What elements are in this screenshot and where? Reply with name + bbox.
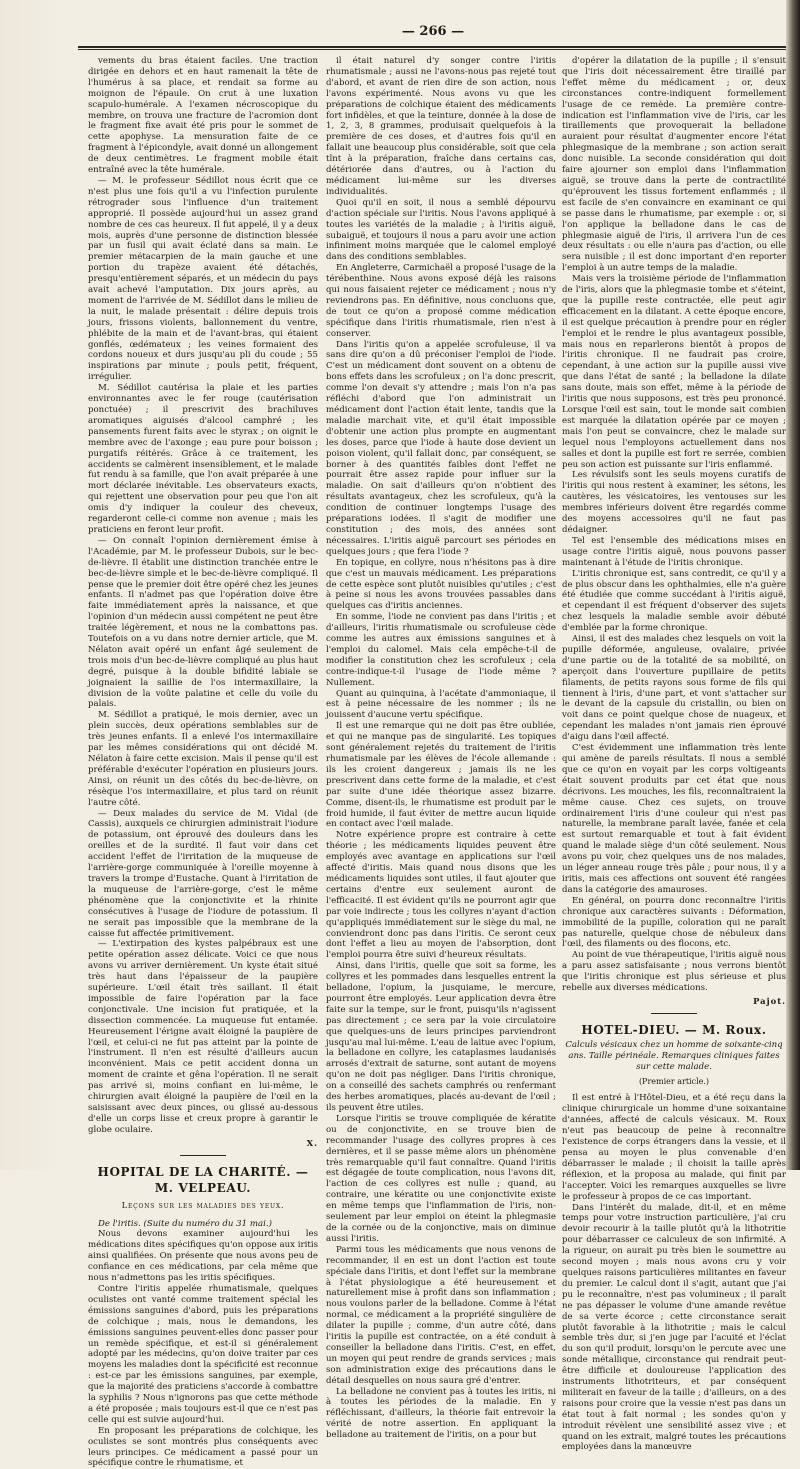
paragraph: Ainsi, il est des malades chez lesquels on voit la pupille déformée, anguleuse, ovalaire, privée d'une partie ou de la totalité de sa mobilité, on aperçoit dans l'ouverture pupillaire de petits filaments, de petits rayons sous forme de fils qui tiennent à l'iris, d'une part, et vont s'attacher sur le devant de la capsule du cristallin, ou bien on voit dans ce point quelque chose de nuageux, et cependant les malades n'ont jamais rien éprouvé d'aigu dans l'œil affecté. <box>562 634 786 743</box>
paragraph: Il est une remarque qui ne doit pas être oubliée, et qui ne manque pas de singularité. Les topiques sont généralement rejetés du traitement de l'iritis rhumatismale par les élèves de l'école allemande : ils les croient dangereux ; jamais ils ne les prescrivent dans cette forme de la maladie, et c'est par suite d'une idée théorique assez bizarre. Comme, disent-ils, le rhumatisme est produit par le froid humide, il faut éviter de mettre aucun liquide en contact avec l'œil malade. <box>326 721 556 830</box>
paragraph: Ainsi, dans l'iritis, quelle que soit sa forme, les collyres et les pommades dans lesquelles entrent la belladone, l'opium, la jusquiame, le mercure, pourront être employés. Leur application devra être faite sur la tempe, sur le front, puisqu'ils n'agissent pas directement ; ce sera par la voie circulatoire que quelques-uns de leurs principes parviendront jusqu'au mal lui-même. L'eau de laitue avec l'opium, la belladone en collyre, les cataplasmes laudanisés arrosés d'extrait de saturne, sont autant de moyens qu'on ne doit pas négliger. Dans l'iritis chronique, on a conseillé des sachets camphrés ou renfermant des herbes aromatiques, placés au-devant de l'œil ; ils peuvent être utiles. <box>326 961 556 1113</box>
paragraph: Lorsque l'iritis se trouve compliquée de kératite ou de conjonctivite, en se trouve bien de recommander l'usage des collyres propres à ces dernières, et il se passe même alors un phénomène très remarquable qu'il faut connaître. Quand l'iritis est dégagée de toute complication, nous l'avons dit, l'action de ces collyres est nulle ; quand, au contraire, une kératite ou une conjonctivite existe en même temps que l'inflammation de l'iris, non-seulement par leur emploi on éteint la phlegmasie de la cornée ou de la conjonctive, mais on diminue aussi l'iritis. <box>326 1113 556 1244</box>
page-margin <box>0 0 60 1170</box>
paragraph: Dans l'iritis qu'on a appelée scrofuleuse, il va sans dire qu'on a dû préconiser l'emploi de l'iode. C'est un médicament dont souvent on a obtenu de bons effets dans les scrofuleux ; on l'a donc prescrit, comme l'on devait s'y attendre ; mais l'on n'a pas réfléchi d'abord que l'on administrait un médicament dont l'action était lente, tandis que la maladie marchait vite, et qu'il était impossible d'obtenir une action plus prompte en augmentant les doses, parce que l'iode à haute dose devient un poison violent, qu'il fallait donc, par conséquent, se borner à des quantités faibles dont l'effet ne pourrait être assez rapide pour influer sur la maladie. On sait d'ailleurs qu'on n'obtient des résultats avantageux, chez les scrofuleux, qu'à la condition de continuer longtemps l'usage des préparations iodées. Il s'agit de modifier une constitution ; des mois, des années sont nécessaires. L'iritis aiguë parcourt ses périodes en quelques jours ; que fera l'iode ? <box>326 339 556 557</box>
section-subtitle: Leçons sur les maladies des yeux. <box>121 1199 285 1210</box>
paragraph: En topique, en collyre, nous n'hésitons pas à dire que c'est un mauvais médicament. Les préparations de cette espèce sont plutôt nuisibles qu'utiles ; c'est à peine si nous les avons trouvées passables dans quelques cas d'iritis anciennes. <box>326 557 556 612</box>
section-divider <box>651 1013 697 1014</box>
paragraph: La belladone ne convient pas à toutes les iritis, ni à toutes les périodes de la maladie. En y réfléchissant, d'ailleurs, la théorie fait entrevoir la vérité de notre assertion. En appliquant la belladone au traitement de l'iritis, on a pour but <box>326 1386 556 1441</box>
paragraph: En proposant les préparations de colchique, les oculistes se sont montrés plus conséquents avec leurs principes. Ce médicament a passé pour un spécifique contre le rhumatisme, et <box>88 1425 318 1469</box>
author-signature: X. <box>306 1137 318 1148</box>
paragraph: En général, on pourra donc reconnaître l'iritis chronique aux caractères suivants : Déformation, immobilité de la pupille, coloration qui ne paraît pas naturelle, quelque chose de nébuleux dans l'œil, des filaments ou des flocons, etc. <box>562 895 786 950</box>
paragraph: Au point de vue thérapeutique, l'iritis aiguë nous a paru assez satisfaisante ; nous verrons bientôt que l'iritis chronique est plus sérieuse et plus rebelle aux diverses médications. <box>562 950 786 994</box>
column-1 <box>88 56 318 1469</box>
page-number: — 266 — <box>401 23 465 39</box>
paragraph: En somme, l'iode ne convient pas dans l'iritis ; et d'ailleurs, l'iritis rhumatismale ou scrofuleuse cède comme les autres aux émissions sanguines et à l'emploi du calomel. Mais cela empêche-t-il de modifier la constitution chez les scrofuleux ; cela contre-indique-t-il l'usage de l'iode même ? Nullement. <box>326 612 556 688</box>
paragraph: Quoi qu'il en soit, il nous a semblé dépourvu d'action spéciale sur l'iritis. Nous l'avons appliqué à toutes les variétés de la maladie ; à l'iritis aiguë, subaiguë, et toujours il nous a paru avoir une action infiniment moins marquée que le calomel employé dans des conditions semblables. <box>326 197 556 263</box>
paragraph: M. Sédillot a pratiqué, le mois dernier, avec un plein succès, deux opérations semblables sur de très jeunes enfants. Il a enlevé l'os intermaxillaire par les mêmes considérations qui ont décidé M. Nélaton à faire cette excision. Mais il pense qu'il est préférable d'exécuter l'opération en plusieurs jours. Ainsi, on réunit un des côtés du bec-de-lièvre, on résèque l'os intermaxillaire, et plus tard on réunit l'autre côté. <box>88 710 318 808</box>
paragraph: vements du bras étaient faciles. Une traction dirigée en dehors et en haut ramenait la tête de l'humérus à sa place, et rendait sa forme au moignon de l'épaule. On crut à une luxation scapulo-humérale. A l'examen nécroscopique du membre, on trouva une fracture de l'acromion dont le fragment fixe avait été pris pour le sommet de cette apophyse. La mensuration faite de ce fragment à l'épicondyle, avait donné un allongement de deux centimètres. Le fragment mobile était entraîné avec la tête humérale. <box>88 56 318 176</box>
column-3 <box>562 56 786 1453</box>
page-header <box>78 20 788 42</box>
paragraph: Quant au quinquina, à l'acétate d'ammoniaque, il est à peine nécessaire de les nommer ; ils ne jouissent d'aucune vertu spécifique. <box>326 688 556 721</box>
book-binding-edge <box>786 0 800 1170</box>
paragraph: L'iritis chronique est, sans contredit, ce qu'il y a de plus obscur dans les ophthalmies, elle n'a guère été étudiée que comme succédant à l'iritis aiguë, et cependant il est fréquent d'observer des sujets chez lesquels la maladie semble avoir débuté d'emblée par la forme chronique. <box>562 568 786 634</box>
header-rule <box>78 46 788 48</box>
section-divider <box>180 1155 226 1156</box>
paragraph: Tel est l'ensemble des médications mises en usage contre l'iritis aiguë, nous pouvons passer maintenant à l'étude de l'iritis chronique. <box>562 535 786 568</box>
paragraph: Contre l'iritis appelée rhumatismale, quelques oculistes ont vanté comme traitement spécial les émissions sanguines d'abord, puis les préparations de colchique ; mais, nous le demandons, les émissions sanguines peuvent-elles donc passer pour un remède spécifique, et est-il si généralement adopté par les médecins, qu'on doive traiter par ces moyens les maladies dont la spécificité est reconnue : est-ce par les émissions sanguines, par exemple, que la majorité des praticiens s'accorde à combattre la syphilis ? Nous n'ignorons pas que cette méthode a été proposée ; mais toujours est-il que ce n'est pas celle qui est suivie aujourd'hui. <box>88 1283 318 1425</box>
paragraph: — L'extirpation des kystes palpébraux est une petite opération assez délicate. Voici ce que nous avons vu arriver dernièrement. Un kyste était situé très haut dans l'épaisseur de la paupière supérieure. L'œil était très saillant. Il était impossible de faire l'opération par la face conjonctivale. Une incision fut pratiquée, et la dissection commencée. La muqueuse fut entamée. Heureusement l'érigne avait éloigné la paupière de l'œil, et celui-ci ne fut pas atteint par la pointe de l'instrument. Il n'en est résulté d'ailleurs aucun inconvénient. Mais ce petit accident donna un moment de crainte et gêna l'opération. Il ne serait pas arrivé si, moins confiant en lui-même, le chirurgien avait éloigné la paupière de l'œil en la saisissant avec deux pinces, ou glissé au-dessous d'elle un corps lisse et creux propre à garantir le globe oculaire. <box>88 939 318 1135</box>
paragraph: Les révulsifs sont les seuls moyens curatifs de l'iritis qui nous restent à examiner, les sétons, les cautères, les vésicatoires, les ventouses sur les membres inférieurs doivent être regardés comme des moyens accessoires qu'il ne faut pas dédaigner. <box>562 470 786 535</box>
section-subtitle: Calculs vésicaux chez un homme de soixante-cinq ans. Taille périnéale. Remarques cliniques faites sur cette malade. <box>565 1039 783 1072</box>
paragraph: Il est entré à l'Hôtel-Dieu, et a été reçu dans la clinique chirurgicale un homme d'une soixantaine d'années, affecté de calculs vésicaux. M. Roux n'eut pas beaucoup de peine à reconnaître l'existence de corps étrangers dans la vessie, et il pensa au moyen le plus convenable d'en débarrasser le malade ; il choisit la taille après réflexion, et la proposa au malade, qui finit par l'accepter. Voici les remarques auxquelles se livre le professeur à propos de ce cas important. <box>562 1093 786 1202</box>
paragraph: — On connaît l'opinion dernièrement émise à l'Académie, par M. le professeur Dubois, sur le bec-de-lièvre. Il établit une distinction tranchée entre le bec-de-lièvre simple et le bec-de-lièvre compliqué. Il pense que le premier doit être opéré chez les jeunes enfants. Il n'admet pas que l'opération doive être faite immédiatement après la naissance, et que l'opinion d'un médecin aussi compétent ne peut être traitée légèrement, et nous ne la combattons pas. Toutefois on a vu dans notre dernier article, que M. Nélaton avait opéré un enfant âgé seulement de trois mois d'un bec-de-lièvre compliqué au plus haut degré, puisque à la double bifidité labiale se joignaient la saillie de l'os intermaxillaire, la division de la voûte palatine et celle du voile du palais. <box>88 535 318 710</box>
author-signature: Pajot. <box>753 995 786 1006</box>
paragraph: C'est évidemment une inflammation très lente qui amène de pareils résultats. Il nous a semblé que ce qu'on en voyait par les corps voltigeants était souvent produits par cet état que nous décrivons. Les mouches, les fils, reconnaîtraient la même cause. Chez ces sujets, on trouve ordinairement l'iris d'une couleur qui n'est pas naturelle, la membrane paraît lavée, fanée et cela est surtout remarquable et tout à fait évident quand le malade siège d'un côté seulement. Nous avons pu voir, chez quelques uns de nos malades, un léger anneau rouge très pâle ; pour nous, il y a iritis, mais ces affections ont souvent été rangées dans la catégorie des amauroses. <box>562 743 786 895</box>
paragraph: Parmi tous les médicaments que nous venons de recommander, il en est un dont l'action est toute spéciale dans l'iritis, et dont l'effet sur la membrane à l'état physiologique a été heureusement et naturellement mise à profit dans son inflammation ; nous voulons parler de la belladone. Comme à l'état normal, ce médicament a la propriété singulière de dilater la pupille ; comme, d'un autre côté, dans l'iritis la pupille est contractée, on a été conduit à conseiller la belladone dans l'iritis. C'est, en effet, un moyen qui peut rendre de grands services ; mais son administration exige des précautions dans le détail desquelles on nous saura gré d'entrer. <box>326 1244 556 1386</box>
paragraph: d'opérer la dilatation de la pupille ; il s'ensuit que l'iris doit nécessairement être tiraillé par l'effet même du médicament ; or, deux circonstances contre-indiquent formellement l'usage de ce remède. La première contre-indication est l'inflammation vive de l'iris, car les tiraillements que provoquerait la belladone auraient pour résultat d'augmenter encore l'état phlegmasique de la membrane ; son action serait donc nuisible. La seconde considération qui doit faire ajourner son emploi dans l'inflammation aiguë, se trouve dans la perte de contractilité qu'éprouvent les tissus fortement enflammés ; il est facile de s'en convaincre en examinant ce qui se passe dans le rhumatisme, par exemple : or, si l'on applique la belladone dans le cas de phlegmasie aiguë de l'iris, il arrivera l'un de ces deux résultats : ou elle n'aura pas d'action, ou elle sera nuisible ; il est donc important d'en reporter l'emploi à un autre temps de la maladie. <box>562 56 786 274</box>
section-title: HOTEL-DIEU. — M. Roux. <box>581 1022 767 1037</box>
paragraph: Nous devons examiner aujourd'hui les médications dites spécifiques qu'on oppose aux iritis ainsi qualifiées. On présente que nous avons peu de confiance en ces médications, par cela même que nous n'admettons pas les iritis spécifiques. <box>88 1229 318 1284</box>
paragraph: — Deux malades du service de M. Vidal (de Cassis), auxquels ce chirurgien administrait l'iodure de potassium, ont éprouvé des douleurs dans les oreilles et de la surdité. Il faut voir dans cet accident l'effet de l'irritation de la muqueuse de l'arrière-gorge communiquée à l'oreille moyenne à travers la trompe d'Eustache. Quant à l'irritation de la muqueuse de l'arrière-gorge, c'est le même phénomène que la conjonctivite et la rhinite consécutives à l'usage de l'iodure de potassium. Il ne serait pas impossible que la membrane de la caisse fut affectée primitivement. <box>88 808 318 939</box>
paragraph: — M. le professeur Sédillot nous écrit que ce n'est plus une fois qu'il a vu l'infection purulente rétrograder sous l'influence d'un traitement approprié. Il possède aujourd'hui un assez grand nombre de ces cas heureux. Il fut appelé, il y a deux mois, auprès d'une personne de distinction blessée par un fusil qui avait éclaté dans sa main. Le premier métacarpien de la main gauche et une portion du trapèze avaient été détachés, presqu'entièrement séparés, et un médecin du pays avait achevé l'amputation. Dix jours après, au moment de l'arrivée de M. Sédillot dans le milieu de la nuit, le malade présentait : délire depuis trois jours, frissons violents, ballonnement du ventre, phlébite de la main et de l'avant-bras, qui étaient gonflés, œdémateux ; les veines formaient des cordons noueux et durs jusqu'au pli du coude ; 55 inspirations par minute ; pouls petit, fréquent, irrégulier. <box>88 175 318 383</box>
paragraph: M. Sédillot cautérisa la plaie et les parties environnantes avec le fer rouge (cautérisation ponctuée) ; il prescrivit des brachiluves aromatiques aiguisés d'alcool camphré ; les pansements furent faits avec le styrax ; on oignit le membre avec de l'axonge ; eau pure pour boisson ; purgatifs réitérés. Grâce à ce traitement, les accidents se calmèrent insensiblement, et le malade fut rendu à sa famille, que l'on avait préparée à une mort déclarée inévitable. Les observateurs exacts, qui rejettent une observation pour peu que l'on ait omis d'y indiquer la couleur des cheveux, regarderont celle-ci comme non avenue ; mais les praticiens en feront leur profit. <box>88 383 318 535</box>
column-2 <box>326 56 556 1441</box>
paragraph: il était naturel d'y songer contre l'iritis rhumatismale ; aussi ne l'avons-nous pas rejeté tout d'abord, et avant de rien dire de son action, nous l'avons expérimenté. Nous avons vu que les préparations de colchique étaient des médicaments fort infidèles, et que la teinture, donnée à la dose de 1, 2, 3, 8 grammes, produisait quelquefois à la première de ces doses, et d'autres fois qu'il en fallait une beaucoup plus considérable, soit que cela tînt à la préparation, fraîche dans certains cas, détériorée dans d'autres, ou à l'action du médicament lui-même sur les diverses individualités. <box>326 56 556 197</box>
article-intro: De l'iritis. (Suite du numéro du 31 mai.) <box>98 1218 272 1229</box>
paragraph: Dans l'intérêt du malade, dit-il, et en même temps pour votre instruction particulière, j'ai cru devoir recourir à la taille plutôt qu'à la lithotritie pour débarrasser ce calculeux de son infirmité. A la rigueur, on aurait pu très bien le soumettre au second moyen ; mais nous avons cru y voir quelques raisons particulières militantes en faveur du premier. Le calcul dont il s'agit, autant que j'ai pu le reconnaître, n'est pas volumineux ; il paraît ne pas dépasser le volume d'une amande revêtue de sa verte écorce ; cette circonstance serait plutôt favorable à la lithotritie ; mais le calcul semble très dur, si j'en juge par l'acuité et l'éclat du son qu'il produit, lorsqu'on le percute avec une sonde métallique, circonstance qui rendrait peut-être difficile et douloureuse l'application des instruments lithotriteurs, et par conséquent militerait en faveur de la taille ; d'ailleurs, on a des raisons pour croire que la vessie n'est pas dans un état tout à fait normal ; les sondes qu'on y introduit révèlent une sensibilité assez vive ; et quand on les extrait, malgré toutes les précautions employées dans la manœuvre <box>562 1202 786 1453</box>
paragraph: Notre expérience propre est contraire à cette théorie ; les médicaments liquides peuvent être employés avec avantage en applications sur l'œil affecté d'iritis. Mais quand nous disons que les médicaments liquides sont utiles, il faut ajouter que certains d'entre eux seulement auront de l'efficacité. Il est évident qu'ils ne pourront agir que par voie indirecte ; tous les collyres n'ayant d'action qu'appliqués immédiatement sur le siège du mal, ne conviendront donc pas dans l'iritis. Ce seront ceux dont l'effet a lieu au moyen de l'absorption, dont l'emploi pourra être suivi d'heureux résultats. <box>326 830 556 961</box>
paragraph: Mais vers la troisième période de l'inflammation de l'iris, alors que la phlegmasie tombe et s'éteint, que la pupille reste contractée, elle peut agir efficacement en la dilatant. A cette époque encore, il est quelque précaution à prendre pour en régler l'emploi et le rendre le plus avantageux possible, mais nous en reparlerons bientôt à propos de l'iritis chronique. Il ne faudrait pas croire, cependant, à une action sur la pupille aussi vive que dans l'état de santé ; la belladone la dilate sans doute, mais son effet, même à la période de l'iritis que nous supposons, est très peu prononcé. Lorsque l'œil est sain, tout le monde sait combien est marquée la dilatation opérée par ce moyen ; mais l'on peut se convaincre, chez le malade sur lequel nous l'employons actuellement dans nos salles et dont la pupille est fort re serrée, combien peu son action est puissante sur l'iris enflammé. <box>562 274 786 470</box>
section-title: HOPITAL DE LA CHARITÉ. — M. VELPEAU. <box>97 1164 309 1195</box>
header-rule-thin <box>78 49 788 50</box>
article-note: (Premier article.) <box>638 1076 710 1086</box>
paragraph: En Angleterre, Carmichaël a proposé l'usage de la térébenthine. Nous avons exposé déjà les raisons qui nous faisaient rejeter ce médicament ; nous n'y reviendrons pas. En définitive, nous concluons que, de tout ce qu'on a proposé comme médication spécifique dans l'iritis rhumatismale, rien n'est à conserver. <box>326 263 556 339</box>
